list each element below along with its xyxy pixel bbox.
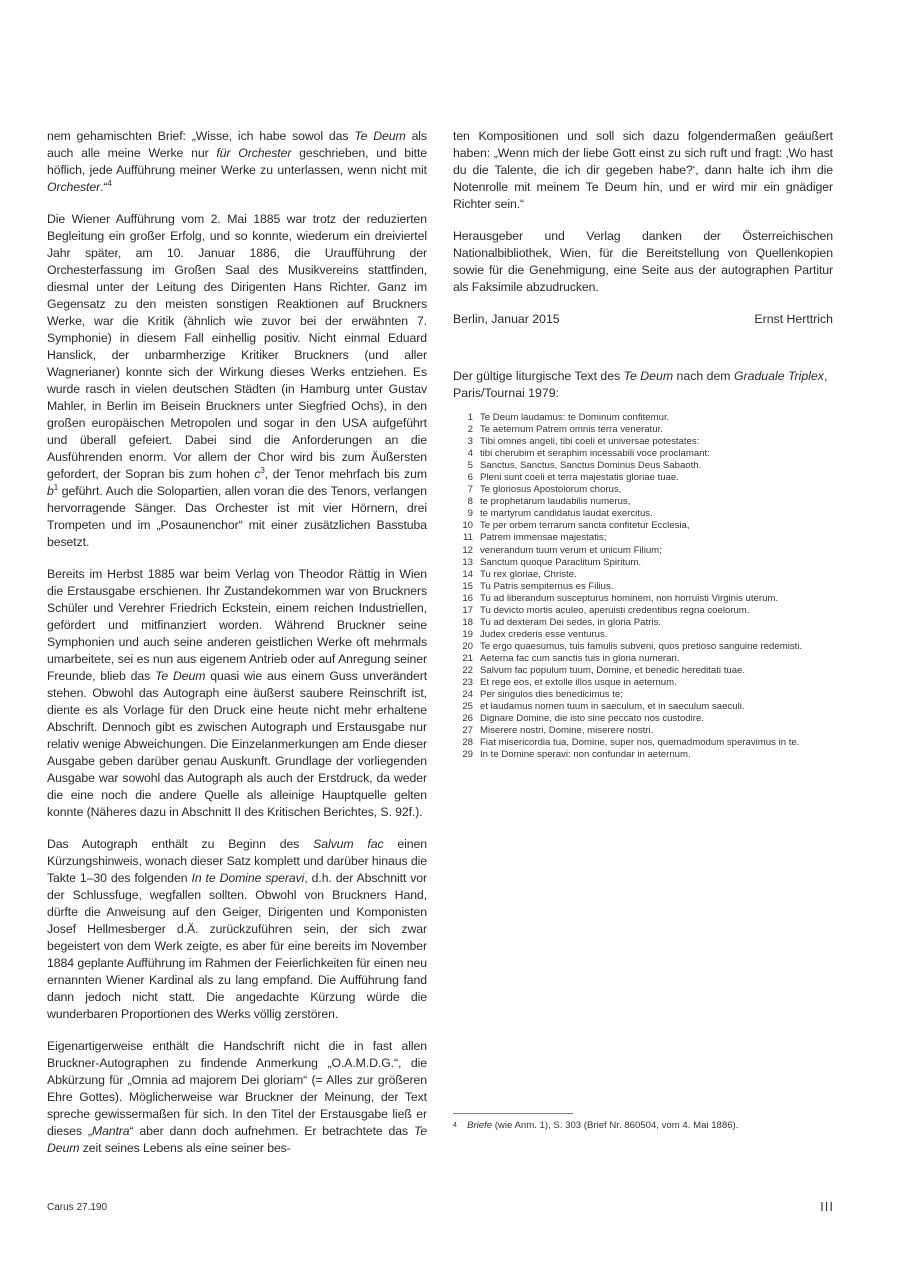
verse-text: te martyrum candidatus laudat exercitus. [480, 508, 653, 520]
verse-text: Tu ad liberandum suscepturus hominem, non horruisti Virginis uterum. [480, 592, 779, 604]
verse-line [453, 653, 833, 665]
right-column [453, 128, 833, 761]
verse-line [453, 701, 833, 713]
verse-number: 29 [462, 749, 473, 761]
verse-line [453, 629, 833, 641]
text-run: Der gültige liturgische Text des [453, 369, 624, 383]
verse-text: Tu ad dexteram Dei sedes, in gloria Patris. [480, 616, 661, 628]
verse-number: 20 [462, 640, 473, 652]
verse-text: Sanctus, Sanctus, Sanctus Dominus Deus Sabaoth. [480, 460, 702, 472]
verse-number: 22 [462, 664, 473, 676]
verse-text: te prophetarum laudabilis numerus, [480, 496, 631, 508]
verse-text: Pleni sunt coeli et terra majestatis gloriae tuae. [480, 472, 679, 484]
verse-number: 3 [467, 436, 473, 448]
octave-superscript: 3 [260, 465, 265, 475]
italic-title: Graduale Triplex [733, 369, 824, 383]
signature-line [453, 311, 833, 328]
italic-title: Te Deum [155, 669, 206, 683]
verse-number: 4 [467, 448, 473, 460]
verse-text: Dignare Domine, die isto sine peccato nos custodire. [480, 713, 704, 725]
verse-line [453, 557, 833, 569]
text-run: als auch alle meine Werke nur [47, 129, 427, 160]
verse-number: 8 [467, 496, 473, 508]
verse-number: 6 [467, 472, 473, 484]
liturgical-verse-list [453, 412, 833, 761]
italic-phrase: Orchester [47, 180, 101, 194]
verse-line [453, 689, 833, 701]
verse-number: 7 [467, 484, 473, 496]
verse-number: 12 [462, 544, 473, 556]
text-run: Bereits im Herbst 1885 war beim Verlag von Theodor Rättig in Wien die Erstausgabe erschienen. Ihr Zustandekommen war von Bruckners Schüler und Verehrer Friedrich Eckstein, einem reichen Industriellen, gefördert und mitfinanziert worden. Während Bruckner seine Symphonien und auch seine anderen geistlichen Werke oft mehrmals umarbeitete, sei es nun aus eigenem Antrieb oder auf Anregung seiner Freunde, blieb das [47, 567, 427, 683]
verse-number: 26 [462, 713, 473, 725]
verse-text: Fiat misericordia tua, Domine, super nos, quemadmodum speravimus in te. [480, 737, 800, 749]
verse-number: 25 [462, 701, 473, 713]
verse-number: 5 [467, 460, 473, 472]
verse-line [453, 569, 833, 581]
italic-note: b [47, 484, 54, 498]
footnote [453, 1120, 853, 1132]
verse-text: Tibi omnes angeli, tibi coeli et universae potestates: [480, 436, 700, 448]
text-run: geführt. Auch die Solopartien, allen voran die des Tenors, verlangen hervorragende Sänger. Das Orchester ist mit vier Hörnern, drei Trompeten und im „Posaunenchor“ mit einer zusätzlichen Basstuba besetzt. [47, 484, 427, 549]
verse-line [453, 749, 833, 761]
text-run: nach dem [673, 369, 734, 383]
italic-title: Te Deum [354, 129, 406, 143]
paragraph-vienna-performance [47, 211, 427, 551]
verse-text: Miserere nostri, Domine, miserere nostri. [480, 725, 654, 737]
verse-text: Sanctum quoque Paraclitum Spiritum. [480, 556, 642, 568]
italic-phrase: für Orchester [216, 146, 292, 160]
page-number: III [820, 1199, 834, 1214]
text-run: , der Tenor mehrfach bis zum [264, 467, 427, 481]
octave-superscript: 1 [53, 482, 59, 492]
verse-text: Te aeternum Patrem omnis terra veneratur. [480, 424, 663, 436]
verse-text: Tu Patris sempiternus es Filius. [480, 580, 614, 592]
text-run: “ aber dann doch aufnehmen. Er betrachtete das [129, 1124, 414, 1138]
text-run: Eigenartigerweise enthält die Handschrift nicht die in fast allen Bruckner-Autographen zu findende Anmerkung „O.A.M.D.G.“, die Abkürzung für „Omnia ad majorem Dei gloriam“ (= Alles zur größeren Ehre Gottes). Möglicherweise war Bruckner der Meinung, der Text spreche gewissermaßen für sich. In den Titel der Erstausgabe ließ er dieses „ [47, 1039, 427, 1138]
verse-number: 16 [462, 592, 473, 604]
verse-line [453, 436, 833, 448]
paragraph-first-edition [47, 566, 427, 821]
verse-number: 10 [462, 520, 473, 532]
verse-number: 13 [462, 556, 473, 568]
verse-line [453, 424, 833, 436]
verse-line [453, 677, 833, 689]
italic-note: c [254, 467, 261, 481]
verse-line [453, 545, 833, 557]
verse-number: 28 [462, 737, 473, 749]
verse-text: Tu devicto mortis aculeo, aperuisti credentibus regna coelorum. [480, 604, 750, 616]
verse-text: Per singulos dies benedicimus te; [480, 689, 623, 701]
italic-title: In te Domine speravi [191, 871, 305, 885]
author-name: Ernst Herttrich [754, 312, 833, 326]
verse-line [453, 605, 833, 617]
footnote-number: 4 [453, 1122, 457, 1129]
verse-line [453, 472, 833, 484]
verse-number: 2 [467, 424, 473, 436]
verse-text: In te Domine speravi: non confundar in aeternum. [480, 749, 691, 761]
verse-text: Aeterna fac cum sanctis tuis in gloria numerari. [480, 652, 680, 664]
verse-number: 24 [462, 689, 473, 701]
italic-word: Mantra [91, 1124, 130, 1138]
text-run: nem gehamischten Brief: „Wisse, ich habe sowol das [47, 129, 355, 143]
left-column [47, 128, 427, 1172]
liturgy-intro [453, 368, 833, 402]
verse-text: Te gloriosus Apostolorum chorus, [480, 484, 622, 496]
text-run: Die Wiener Aufführung vom 2. Mai 1885 war trotz der reduzierten Begleitung ein großer Erfolg, und so konnte, wiederum ein dreiviertel Jahr später, am 10. Januar 1886, die Uraufführung der Orchesterfassung im Großen Saal des Musikvereins stattfinden, diesmal unter der Leitung des Dirigenten Hans Richter. Ganz im Gegensatz zu den meisten sonstigen Reaktionen auf Bruckners Werke, war die Kritik (ähnlich wie zuvor bei der erwähnten 7. Symphonie) in diesem Fall einhellig positiv. Nicht einmal Eduard Hanslick, der unbarmherzige Kritiker Bruckners (und aller Wagnerianer) konnte sich der Wirkung dieses Werks entziehen. Es wurde rasch in vielen deutschen Städten (in Hamburg unter Gustav Mahler, in Berlin im Beisein Bruckners unter Siegfried Ochs), in den großen europäischen Metropolen und sogar in den USA aufgeführt und überall gefeiert. Dabei sind die Anforderungen an die Ausführenden enorm. Vor allem der Chor wird bis zum Äußersten gefordert, der Sopran bis zum hohen [47, 212, 427, 481]
verse-text: Patrem immensae majestatis; [480, 532, 607, 544]
verse-line [453, 593, 833, 605]
paragraph-brief-quote [47, 128, 427, 196]
verse-text: Tu rex gloriae, Christe. [480, 568, 577, 580]
text-run: quasi wie aus einem Guss unverändert stehen. Obwohl das Autograph eine äußerst saubere Reinschrift ist, diente es als Vorlage für den Druck eine heute nicht mehr erhaltene Abschrift. Dennoch gibt es zwischen Autograph und Erstausgabe nur relativ wenige Abweichungen. Die Einzelanmerkungen am Ende dieser Ausgabe geben darüber genau Auskunft. Grundlage der vorliegenden Ausgabe war sowohl das Autograph als auch der Erstdruck, da weder die eine noch die andere Quelle als alleinige Hauptquelle gelten konnte (Näheres dazu in Abschnitt II des Kritischen Berichtes, S. 92f.). [47, 669, 428, 819]
place-date: Berlin, Januar 2015 [453, 312, 560, 326]
verse-number: 18 [462, 616, 473, 628]
verse-text: Salvum fac populum tuum, Domine, et benedic hereditati tuae. [480, 664, 746, 676]
italic-title: Te Deum [47, 1124, 427, 1155]
text-run: geschrieben, und bitte höflich, jede Aufführung meiner Werke zu unterlassen, wenn nicht mit [47, 146, 427, 177]
verse-number: 15 [462, 580, 473, 592]
verse-text: et laudamus nomen tuum in saeculum, et in saeculum saeculi. [480, 701, 745, 713]
verse-line [453, 617, 833, 629]
verse-line [453, 665, 833, 677]
verse-line [453, 460, 833, 472]
verse-number: 17 [462, 604, 473, 616]
verse-number: 21 [462, 652, 473, 664]
verse-number: 19 [462, 628, 473, 640]
catalog-number: Carus 27.190 [47, 1202, 108, 1213]
verse-line [453, 412, 833, 424]
verse-number: 27 [462, 725, 473, 737]
verse-number: 9 [467, 508, 473, 520]
verse-text: Et rege eos, et extolle illos usque in aeternum. [480, 677, 677, 689]
text-run: , d.h. der Abschnitt vor der Schlussfuge, wegfallen sollten. Obwohl von Bruckners Hand, dürfte die Anweisung auf den Geiger, Dirigenten und Komponisten Josef Hellmesberger d.Ä. zurückzuführen sein, der sich zwar begeistert von dem Werk zeigte, es aber für eine bereits im November 1884 geplante Aufführung im Rahmen der Feierlichkeiten für einen neu ernannten Wiener Kardinal als zu lang empfand. Die Aufführung fand dann jedoch nicht statt. Die angedachte Kürzung würde die wunderbaren Proportionen des Werks völlig zerstören. [47, 871, 428, 1021]
verse-line [453, 581, 833, 593]
footnote-text: (wie Anm. 1), S. 303 (Brief Nr. 860504, vom 4. Mai 1886). [492, 1120, 739, 1131]
text-run: Das Autograph enthält zu Beginn des [47, 837, 314, 851]
italic-title: Salvum fac [313, 837, 384, 851]
paragraph-continuation: ten Kompositionen und soll sich dazu folgendermaßen geäußert haben: „Wenn mich der liebe Gott einst zu sich ruft und fragt: ‚Wo hast du die Talente, die ich dir gegeben habe?‘, dann halte ich ihm die Notenrolle mit meinem Te Deum hin, und er wird mir ein gnädiger Richter sein.“ [453, 129, 833, 211]
paragraph-acknowledgement: Herausgeber und Verlag danken der Österreichischen Nationalbibliothek, Wien, für die Bereitstellung von Quellenkopien sowie für die Genehmigung, eine Seite aus der autographen Partitur als Faksimile abzudrucken. [453, 229, 833, 294]
verse-text: Te ergo quaesumus, tuis famulis subveni, quos pretioso sanguine redemisti. [480, 640, 803, 652]
text-run: zeit seines Lebens als eine seiner bes- [79, 1141, 291, 1155]
verse-line [453, 496, 833, 508]
footnote-divider [453, 1113, 573, 1114]
verse-text: venerandum tuum verum et unicum Filium; [480, 544, 662, 556]
footnote-ref: 4 [107, 178, 112, 188]
verse-text: Te Deum laudamus: te Dominum confitemur. [480, 412, 670, 423]
italic-title: Te Deum [623, 369, 674, 383]
verse-number: 1 [467, 412, 473, 423]
verse-line [453, 713, 833, 725]
verse-line [453, 448, 833, 460]
verse-line [453, 484, 833, 496]
verse-line [453, 520, 833, 532]
verse-text: Judex crederis esse venturus. [480, 628, 608, 640]
italic-title: Briefe [467, 1120, 493, 1131]
verse-line [453, 725, 833, 737]
verse-number: 14 [462, 568, 473, 580]
verse-line [453, 532, 833, 544]
text-run: einen Kürzungshinweis, wonach dieser Satz komplett und darüber hinaus die Takte 1–30 des folgenden [47, 837, 427, 885]
text-run: .“ [100, 180, 108, 194]
verse-line [453, 641, 833, 653]
verse-number: 23 [462, 677, 473, 689]
verse-line [453, 508, 833, 520]
verse-text: tibi cherubim et seraphim incessabili voce proclamant: [480, 448, 710, 460]
paragraph-autograph-cut [47, 836, 427, 1023]
verse-line [453, 737, 833, 749]
verse-number: 11 [463, 532, 473, 544]
paragraph-omadg [47, 1038, 427, 1157]
verse-text: Te per orbem terrarum sancta confitetur Ecclesia, [480, 520, 690, 532]
text-run: , Paris/Tournai 1979: [453, 369, 828, 400]
